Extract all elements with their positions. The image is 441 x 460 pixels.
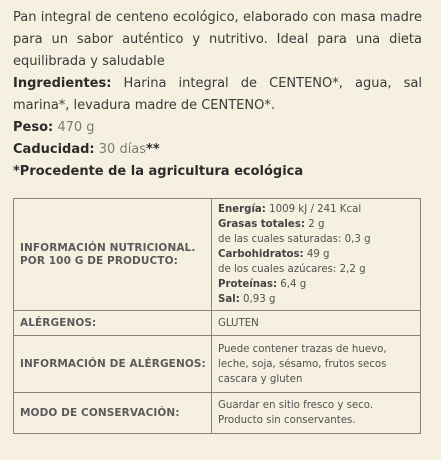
- protein-label: Proteínas:: [218, 279, 278, 290]
- expiry-value: 30 días: [98, 142, 147, 157]
- table-row: [14, 311, 421, 336]
- expiry-suffix: **: [146, 142, 160, 157]
- expiry-line: [13, 139, 422, 161]
- nutrition-values: [212, 199, 421, 311]
- fat-row: [218, 217, 420, 232]
- salt-label: Sal:: [218, 294, 240, 305]
- product-description: [13, 7, 422, 183]
- conservation-value: Guardar en sitio fresco y seco. Producto sin conservantes.: [212, 393, 421, 434]
- nutrition-header: INFORMACIÓN NUTRICIONAL. POR 100 G DE PRODUCTO:: [14, 199, 212, 311]
- table-row: [14, 199, 421, 311]
- energy-row: [218, 202, 420, 217]
- conservation-header: MODO DE CONSERVACIÓN:: [14, 393, 212, 434]
- saturated-row: de las cuales saturadas: 0,3 g: [218, 234, 371, 245]
- energy-value: 1009 kJ / 241 Kcal: [269, 204, 362, 215]
- fat-value: 2 g: [308, 219, 325, 230]
- salt-row: [218, 292, 420, 307]
- ingredients-line: [13, 73, 422, 117]
- allergens-value: GLUTEN: [212, 311, 421, 336]
- carbs-value: 49 g: [306, 249, 330, 260]
- sugars-row: de los cuales azúcares: 2,2 g: [218, 264, 366, 275]
- weight-value: 470 g: [57, 120, 95, 135]
- ingredients-text: Harina integral de CENTENO*, agua, sal marina*, levadura madre de CENTENO*.: [13, 76, 422, 113]
- allergens-header: ALÉRGENOS:: [14, 311, 212, 336]
- ingredients-label: Ingredientes:: [13, 76, 112, 91]
- weight-label: Peso:: [13, 120, 54, 135]
- protein-row: [218, 277, 420, 292]
- allergen-info-header: INFORMACIÓN DE ALÉRGENOS:: [14, 336, 212, 393]
- table-row: [14, 393, 421, 434]
- fat-label: Grasas totales:: [218, 219, 305, 230]
- carbs-row: [218, 247, 420, 262]
- protein-value: 6,4 g: [280, 279, 307, 290]
- salt-value: 0,93 g: [243, 294, 276, 305]
- expiry-label: Caducidad:: [13, 142, 95, 157]
- weight-line: [13, 117, 422, 139]
- carbs-label: Carbohidratos:: [218, 249, 304, 260]
- nutrition-table: [13, 198, 421, 434]
- allergen-info-value: Puede contener trazas de huevo, leche, soja, sésamo, frutos secos cascara y gluten: [212, 336, 421, 393]
- product-intro: Pan integral de centeno ecológico, elaborado con masa madre para un sabor auténtico y nutritivo. Ideal para una dieta equilibrada y saludable: [13, 10, 422, 69]
- table-row: [14, 336, 421, 393]
- energy-label: Energía:: [218, 204, 266, 215]
- organic-note: *Procedente de la agricultura ecológica: [13, 164, 304, 179]
